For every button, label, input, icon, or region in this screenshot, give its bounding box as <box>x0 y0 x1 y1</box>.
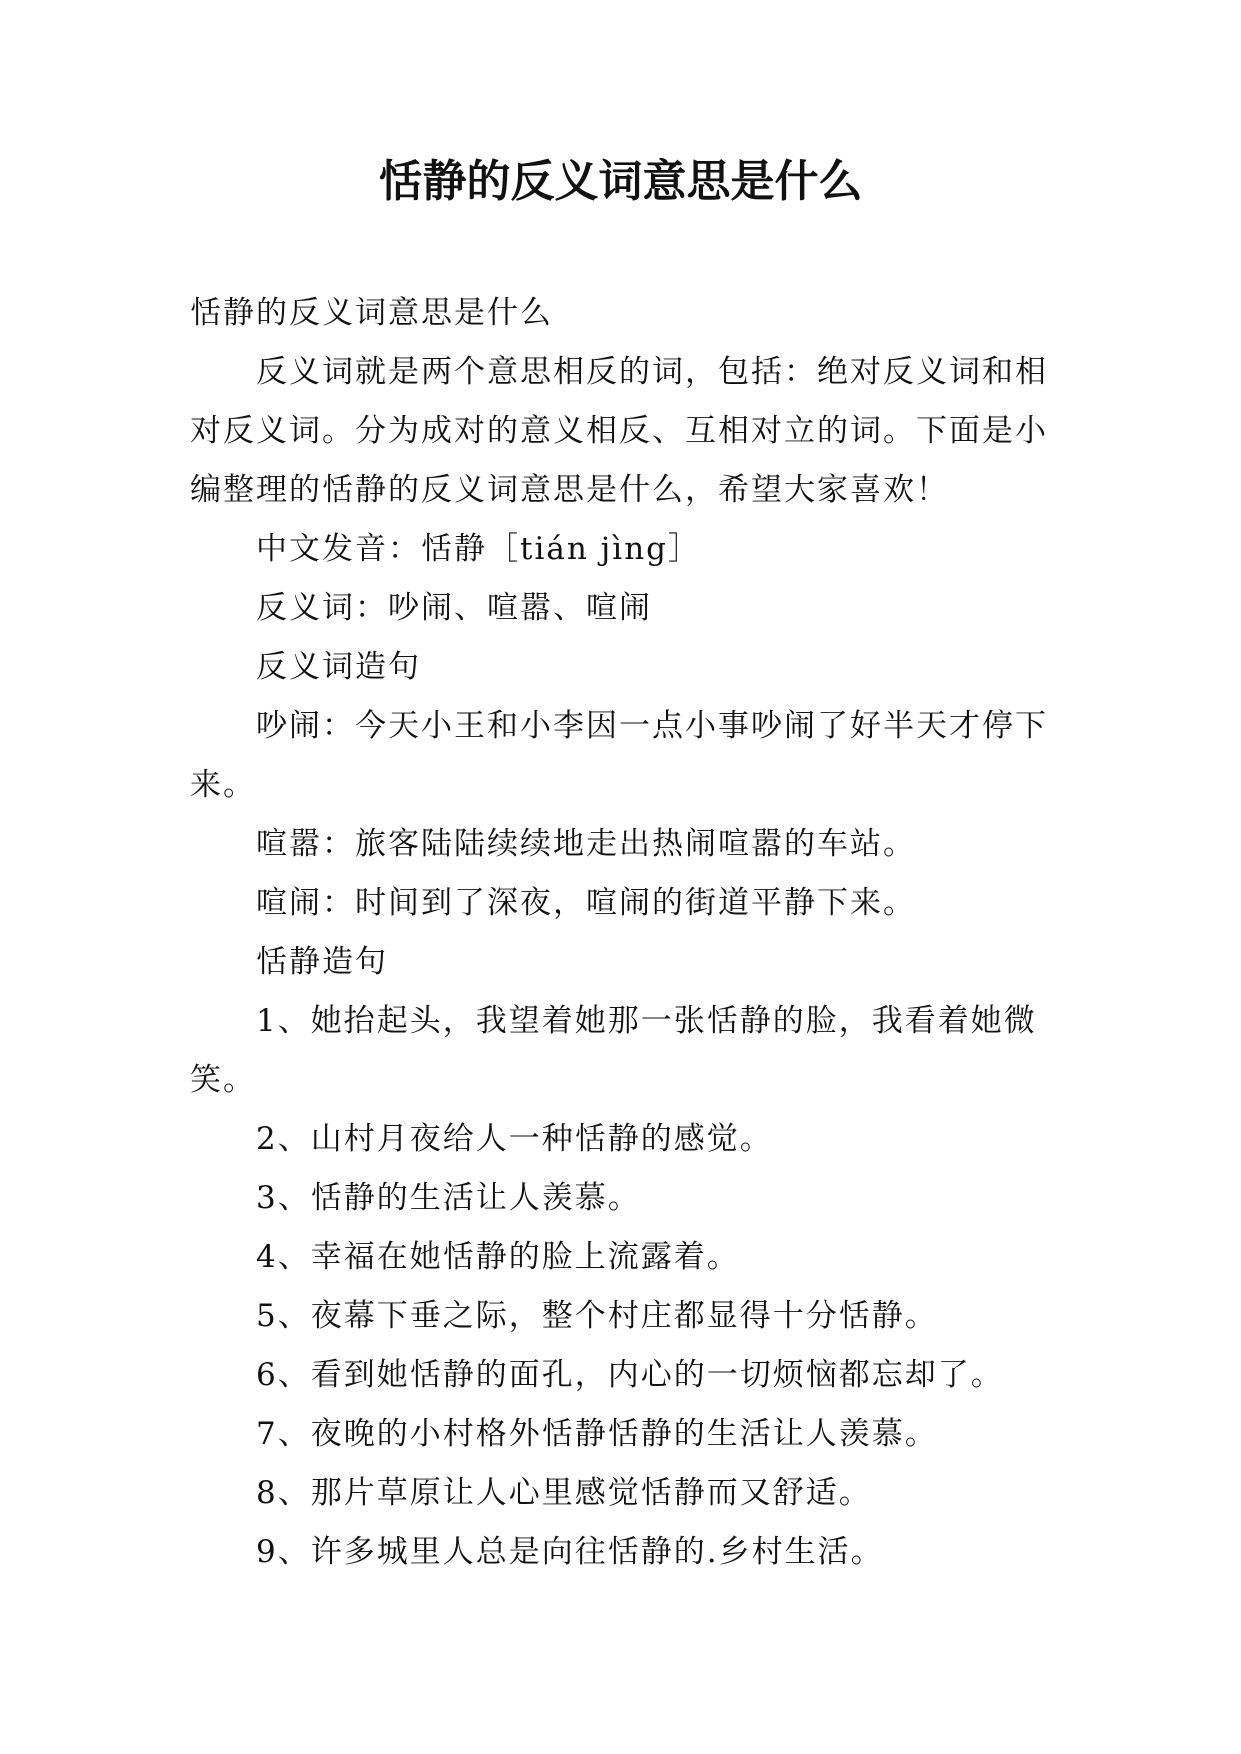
sentence-item: 5、夜幕下垂之际，整个村庄都显得十分恬静。 <box>256 1298 938 1334</box>
sentence-item: 4、幸福在她恬静的脸上流露着。 <box>256 1239 740 1275</box>
example-paragraph: 喧闹：时间到了深夜，喧闹的街道平静下来。 <box>256 885 916 921</box>
sentence-item: 1、她抬起头，我望着她那一张恬静的脸，我看着她微笑。 <box>190 1003 1037 1098</box>
antonyms-paragraph: 反义词：吵闹、喧嚣、喧闹 <box>256 590 652 626</box>
subtitle-paragraph: 恬静的反义词意思是什么 <box>190 295 553 331</box>
sentence-item: 8、那片草原让人心里感觉恬静而又舒适。 <box>256 1475 872 1511</box>
sentence-item: 6、看到她恬静的面孔，内心的一切烦恼都忘却了。 <box>256 1357 1004 1393</box>
sentence-item: 3、恬静的生活让人羡慕。 <box>256 1180 641 1216</box>
example-paragraph: 吵闹：今天小王和小李因一点小事吵闹了好半天才停下来。 <box>190 708 1048 803</box>
sentence-item: 2、山村月夜给人一种恬静的感觉。 <box>256 1121 773 1157</box>
sentence-item: 9、许多城里人总是向往恬静的.乡村生活。 <box>256 1534 884 1570</box>
document-body <box>190 284 1054 1582</box>
sentence-item: 7、夜晚的小村格外恬静恬静的生活让人羡慕。 <box>256 1416 938 1452</box>
document-title: 恬静的反义词意思是什么 <box>378 156 863 207</box>
example-paragraph: 喧嚣：旅客陆陆续续地走出热闹喧嚣的车站。 <box>256 826 916 862</box>
pronunciation-paragraph: 中文发音：恬静［tián jìng］ <box>256 531 702 567</box>
intro-paragraph: 反义词就是两个意思相反的词，包括：绝对反义词和相对反义词。分为成对的意义相反、互相对立的词。下面是小编整理的恬静的反义词意思是什么，希望大家喜欢！ <box>190 354 1048 508</box>
section-heading-sentences: 恬静造句 <box>256 944 388 980</box>
section-heading-antonym-sentences: 反义词造句 <box>256 649 421 685</box>
